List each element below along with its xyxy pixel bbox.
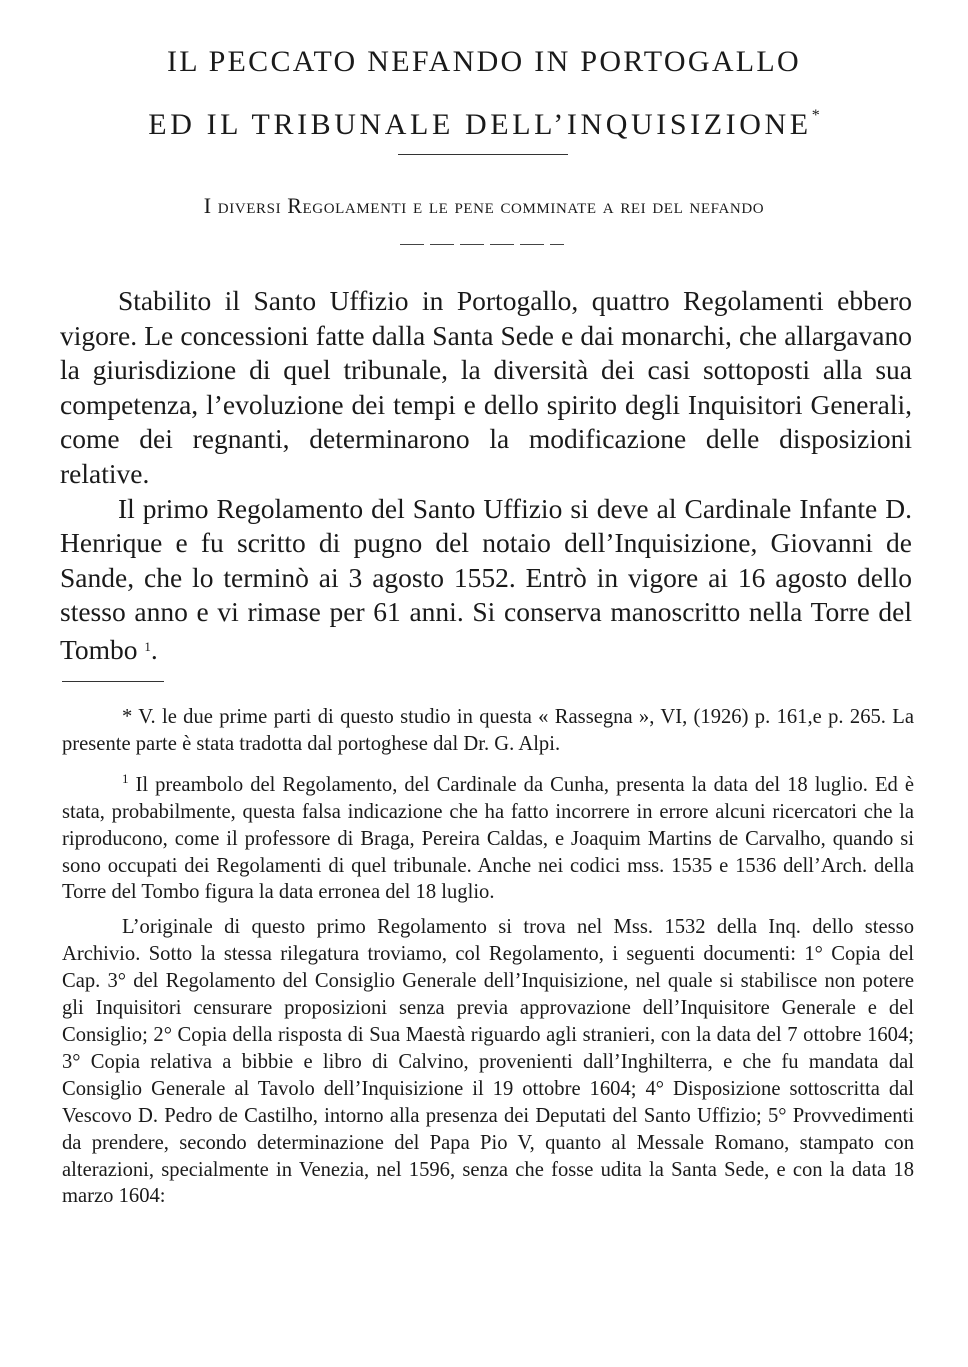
footnote-1 bbox=[62, 766, 914, 907]
footnote-1-text: Il preambolo del Regolamento, del Cardinale da Cunha, presenta la data del 18 luglio. Ed è stata, probabilmente, questa falsa indicazione che ha fatto incorrere in errore alcuni ricercatori che la riproducono, come il professore di Braga, Pereira Caldas, e Joaquim Martins de Carvalho, quando si sono occupati dei Regolamenti di quel tribunale. Anche nei codici mss. 1535 e 1536 dell’Arch. della Torre del Tombo figura la data erronea del 18 luglio. bbox=[62, 773, 914, 904]
title-divider bbox=[398, 154, 568, 155]
paragraph-2-text: Il primo Regolamento del Santo Uffizio si deve al Cardinale Infante D. Henrique e fu scritto di pugno del notaio dell’Inquisizione, Giovanni de Sande, che lo terminò ai 3 agosto 1552. Entrò in vigore ai 16 agosto dello stesso anno e vi rimase per 61 anni. Si conserva manoscritto nella Torre del Tombo bbox=[60, 492, 912, 665]
footnote-star bbox=[62, 704, 914, 758]
footnote-separator bbox=[62, 681, 164, 682]
footnote-ref-1: 1 bbox=[144, 638, 151, 654]
title-text-2: ED IL TRIBUNALE DELL’INQUISIZIONE bbox=[148, 108, 812, 141]
footnote-1-continued-text: L’originale di questo primo Regolamento si trova nel Mss. 1532 della Inq. dello stesso Archivio. Sotto la stessa rilegatura troviamo, col Regolamento, i seguenti documenti: 1° Copia del Cap. 3° del Regolamento del Consiglio Generale dell’Inquisizione, nel quale si stabilisce non potere gli Inquisitori censurare proposizioni senza previa approvazione dell’Inquisitore Generale e del Consiglio; 2° Copia della risposta di Sua Maestà riguardo agli stranieri, con la data del 7 ottobre 1604; 3° Copia relativa a bibbie e libro di Calvino, provenienti dall’Inghilterra, e che fu mandata dal Consiglio Generale al Tavolo dell’Inquisizione il 19 ottobre 1604; 4° Disposizione sottoscritta dal Vescovo D. Pedro de Castilho, intorno alla presenza dei Deputati del Santo Uffizio; 5° Provvedimenti da prendere, secondo determinazione del Papa Pio V, quanto al Messale Romano, stampato con alterazioni, specialmente in Venezia, nel 1596, senza che fosse udita la Santa Sede, e con la data 18 marzo 1604: bbox=[62, 916, 914, 1208]
subtitle-divider bbox=[400, 244, 564, 245]
footnotes bbox=[62, 704, 914, 1210]
paragraph-1-text: Stabilito il Santo Uffizio in Portogallo, quattro Regolamenti ebbero vigore. Le concessioni fatte dalla Santa Sede e dai monarchi, che allargavano la giurisdizione di quel tribunale, la diversità dei casi sottoposti alla sua competenza, l’evoluzione dei tempi e dello spirito degli Inquisitori Generali, come dei regnanti, determinarono la modificazione delle disposizioni relative. bbox=[60, 285, 912, 489]
footnote-1-mark: 1 bbox=[122, 770, 129, 786]
footnote-star-text: * V. le due prime parti di questo studio in questa « Rassegna », VI, (1926) p. 161,e p. 265. La presente parte è stata tradotta dal portoghese dal Dr. G. Alpi. bbox=[62, 706, 914, 755]
title-text-1: IL PECCATO NEFANDO IN PORTOGALLO bbox=[166, 45, 802, 78]
footnote-1-continued bbox=[62, 914, 914, 1210]
title-line-2 bbox=[0, 98, 968, 143]
section-subtitle-text: I diversi Regolamenti e le pene comminate a rei del nefando bbox=[203, 193, 765, 218]
title-footnote-mark: * bbox=[811, 107, 820, 124]
paragraph-2-end: . bbox=[150, 633, 158, 665]
body-text bbox=[60, 284, 912, 668]
paragraph-1 bbox=[60, 284, 912, 492]
section-subtitle bbox=[0, 192, 968, 220]
title-line-1 bbox=[0, 44, 968, 80]
paragraph-2 bbox=[60, 492, 912, 668]
